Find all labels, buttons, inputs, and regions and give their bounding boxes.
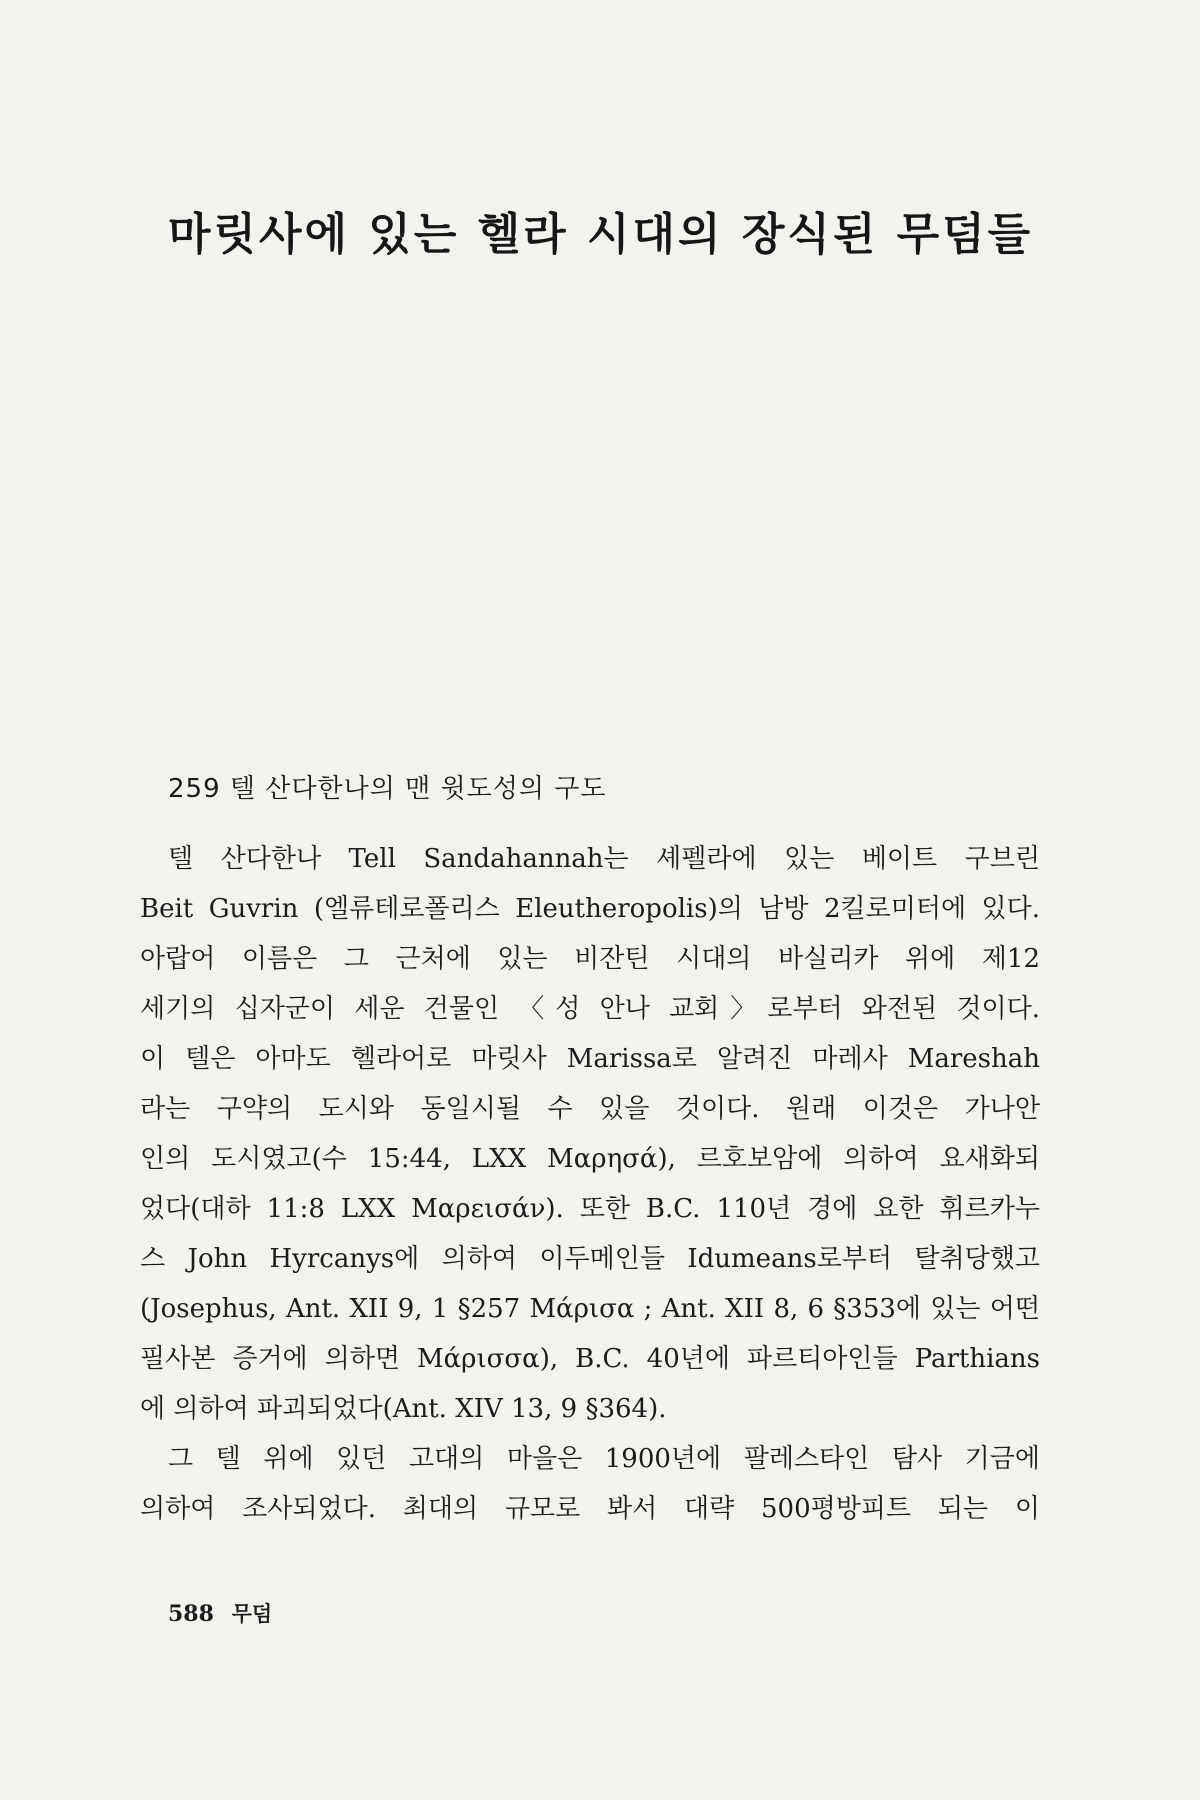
section-heading: 259 텔 산다한나의 맨 윗도성의 구도 (168, 774, 607, 804)
body-line: 텔 산다한나 Tell Sandahannah는 셰펠라에 있는 베이트 구브린 (168, 844, 1040, 874)
body-line: 인의 도시였고(수 15:44, LXX Μαρησά), 르호보암에 의하여 요새화되 (140, 1144, 1040, 1174)
body-line: 의하여 조사되었다. 최대의 규모로 봐서 대략 500평방피트 되는 이 (140, 1494, 1040, 1524)
page-number: 588 (168, 1601, 214, 1627)
running-head: 무덤 (231, 1602, 273, 1626)
body-line: Beit Guvrin (엘류테로폴리스 Eleutheropolis)의 남방 2킬로미터에 있다. (140, 894, 1040, 924)
body-line: 아랍어 이름은 그 근처에 있는 비잔틴 시대의 바실리카 위에 제12 (140, 944, 1040, 974)
body-text (140, 834, 1040, 1534)
page-footer (168, 1598, 272, 1628)
body-line: 에 의하여 파괴되었다(Ant. XIV 13, 9 §364). (140, 1394, 667, 1424)
body-line: 필사본 증거에 의하면 Μάρισσα), B.C. 40년에 파르티아인들 Parthians (140, 1344, 1040, 1374)
body-line: 라는 구약의 도시와 동일시될 수 있을 것이다. 원래 이것은 가나안 (140, 1094, 1040, 1124)
body-line: 세기의 십자군이 세운 건물인 〈성 안나 교회〉로부터 와전된 것이다. (140, 994, 1040, 1024)
body-line: 이 텔은 아마도 헬라어로 마릿사 Marissa로 알려진 마레사 Mareshah (140, 1044, 1040, 1074)
body-line: 스 John Hyrcanys에 의하여 이두메인들 Idumeans로부터 탈취당했고 (140, 1244, 1040, 1274)
body-line: 었다(대하 11:8 LXX Μαρεισάν). 또한 B.C. 110년 경에 요한 휘르카누 (140, 1194, 1040, 1224)
body-line: (Josephus, Ant. XII 9, 1 §257 Μάρισα ; Ant. XII 8, 6 §353에 있는 어떤 (140, 1294, 1040, 1324)
body-line: 그 텔 위에 있던 고대의 마을은 1900년에 팔레스타인 탐사 기금에 (168, 1444, 1040, 1474)
chapter-title: 마릿사에 있는 헬라 시대의 장식된 무덤들 (168, 209, 1034, 260)
